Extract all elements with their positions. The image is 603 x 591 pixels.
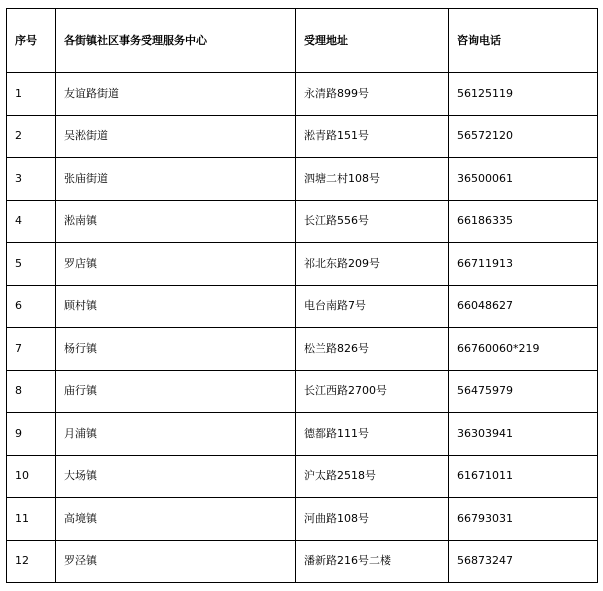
row-service-center: 大场镇 (56, 455, 296, 498)
table-row (7, 455, 598, 498)
table-row (7, 540, 598, 583)
table-row (7, 158, 598, 201)
row-address: 祁北东路209号 (296, 243, 449, 286)
table-row (7, 115, 598, 158)
header-address: 受理地址 (296, 9, 449, 73)
table-row (7, 413, 598, 456)
table-row (7, 200, 598, 243)
row-number: 7 (7, 328, 56, 371)
row-phone: 56125119 (449, 73, 598, 116)
row-phone: 66793031 (449, 498, 598, 541)
table-row (7, 285, 598, 328)
table-row (7, 370, 598, 413)
table-row (7, 73, 598, 116)
row-number: 2 (7, 115, 56, 158)
header-service-center: 各街镇社区事务受理服务中心 (56, 9, 296, 73)
row-phone: 36303941 (449, 413, 598, 456)
row-address: 长江西路2700号 (296, 370, 449, 413)
row-address: 潘新路216号二楼 (296, 540, 449, 583)
row-number: 8 (7, 370, 56, 413)
row-address: 泗塘二村108号 (296, 158, 449, 201)
row-number: 10 (7, 455, 56, 498)
row-address: 长江路556号 (296, 200, 449, 243)
row-service-center: 杨行镇 (56, 328, 296, 371)
row-phone: 56572120 (449, 115, 598, 158)
table-header-row (7, 9, 598, 73)
header-number: 序号 (7, 9, 56, 73)
table-row (7, 243, 598, 286)
table-row (7, 328, 598, 371)
row-number: 12 (7, 540, 56, 583)
row-address: 松兰路826号 (296, 328, 449, 371)
row-number: 4 (7, 200, 56, 243)
row-address: 沪太路2518号 (296, 455, 449, 498)
row-address: 淞青路151号 (296, 115, 449, 158)
row-phone: 61671011 (449, 455, 598, 498)
row-number: 1 (7, 73, 56, 116)
row-service-center: 罗店镇 (56, 243, 296, 286)
row-service-center: 友谊路街道 (56, 73, 296, 116)
row-address: 永清路899号 (296, 73, 449, 116)
row-phone: 66760060*219 (449, 328, 598, 371)
row-number: 3 (7, 158, 56, 201)
row-number: 5 (7, 243, 56, 286)
row-service-center: 庙行镇 (56, 370, 296, 413)
header-phone: 咨询电话 (449, 9, 598, 73)
row-phone: 56873247 (449, 540, 598, 583)
row-phone: 56475979 (449, 370, 598, 413)
row-service-center: 月浦镇 (56, 413, 296, 456)
row-number: 6 (7, 285, 56, 328)
service-center-table (6, 8, 598, 583)
row-service-center: 高境镇 (56, 498, 296, 541)
row-number: 11 (7, 498, 56, 541)
row-service-center: 吴淞街道 (56, 115, 296, 158)
row-phone: 66186335 (449, 200, 598, 243)
row-address: 河曲路108号 (296, 498, 449, 541)
row-service-center: 顾村镇 (56, 285, 296, 328)
row-service-center: 罗泾镇 (56, 540, 296, 583)
row-phone: 66711913 (449, 243, 598, 286)
row-phone: 36500061 (449, 158, 598, 201)
row-service-center: 张庙街道 (56, 158, 296, 201)
row-number: 9 (7, 413, 56, 456)
row-address: 德都路111号 (296, 413, 449, 456)
row-phone: 66048627 (449, 285, 598, 328)
table-row (7, 498, 598, 541)
row-address: 电台南路7号 (296, 285, 449, 328)
row-service-center: 淞南镇 (56, 200, 296, 243)
